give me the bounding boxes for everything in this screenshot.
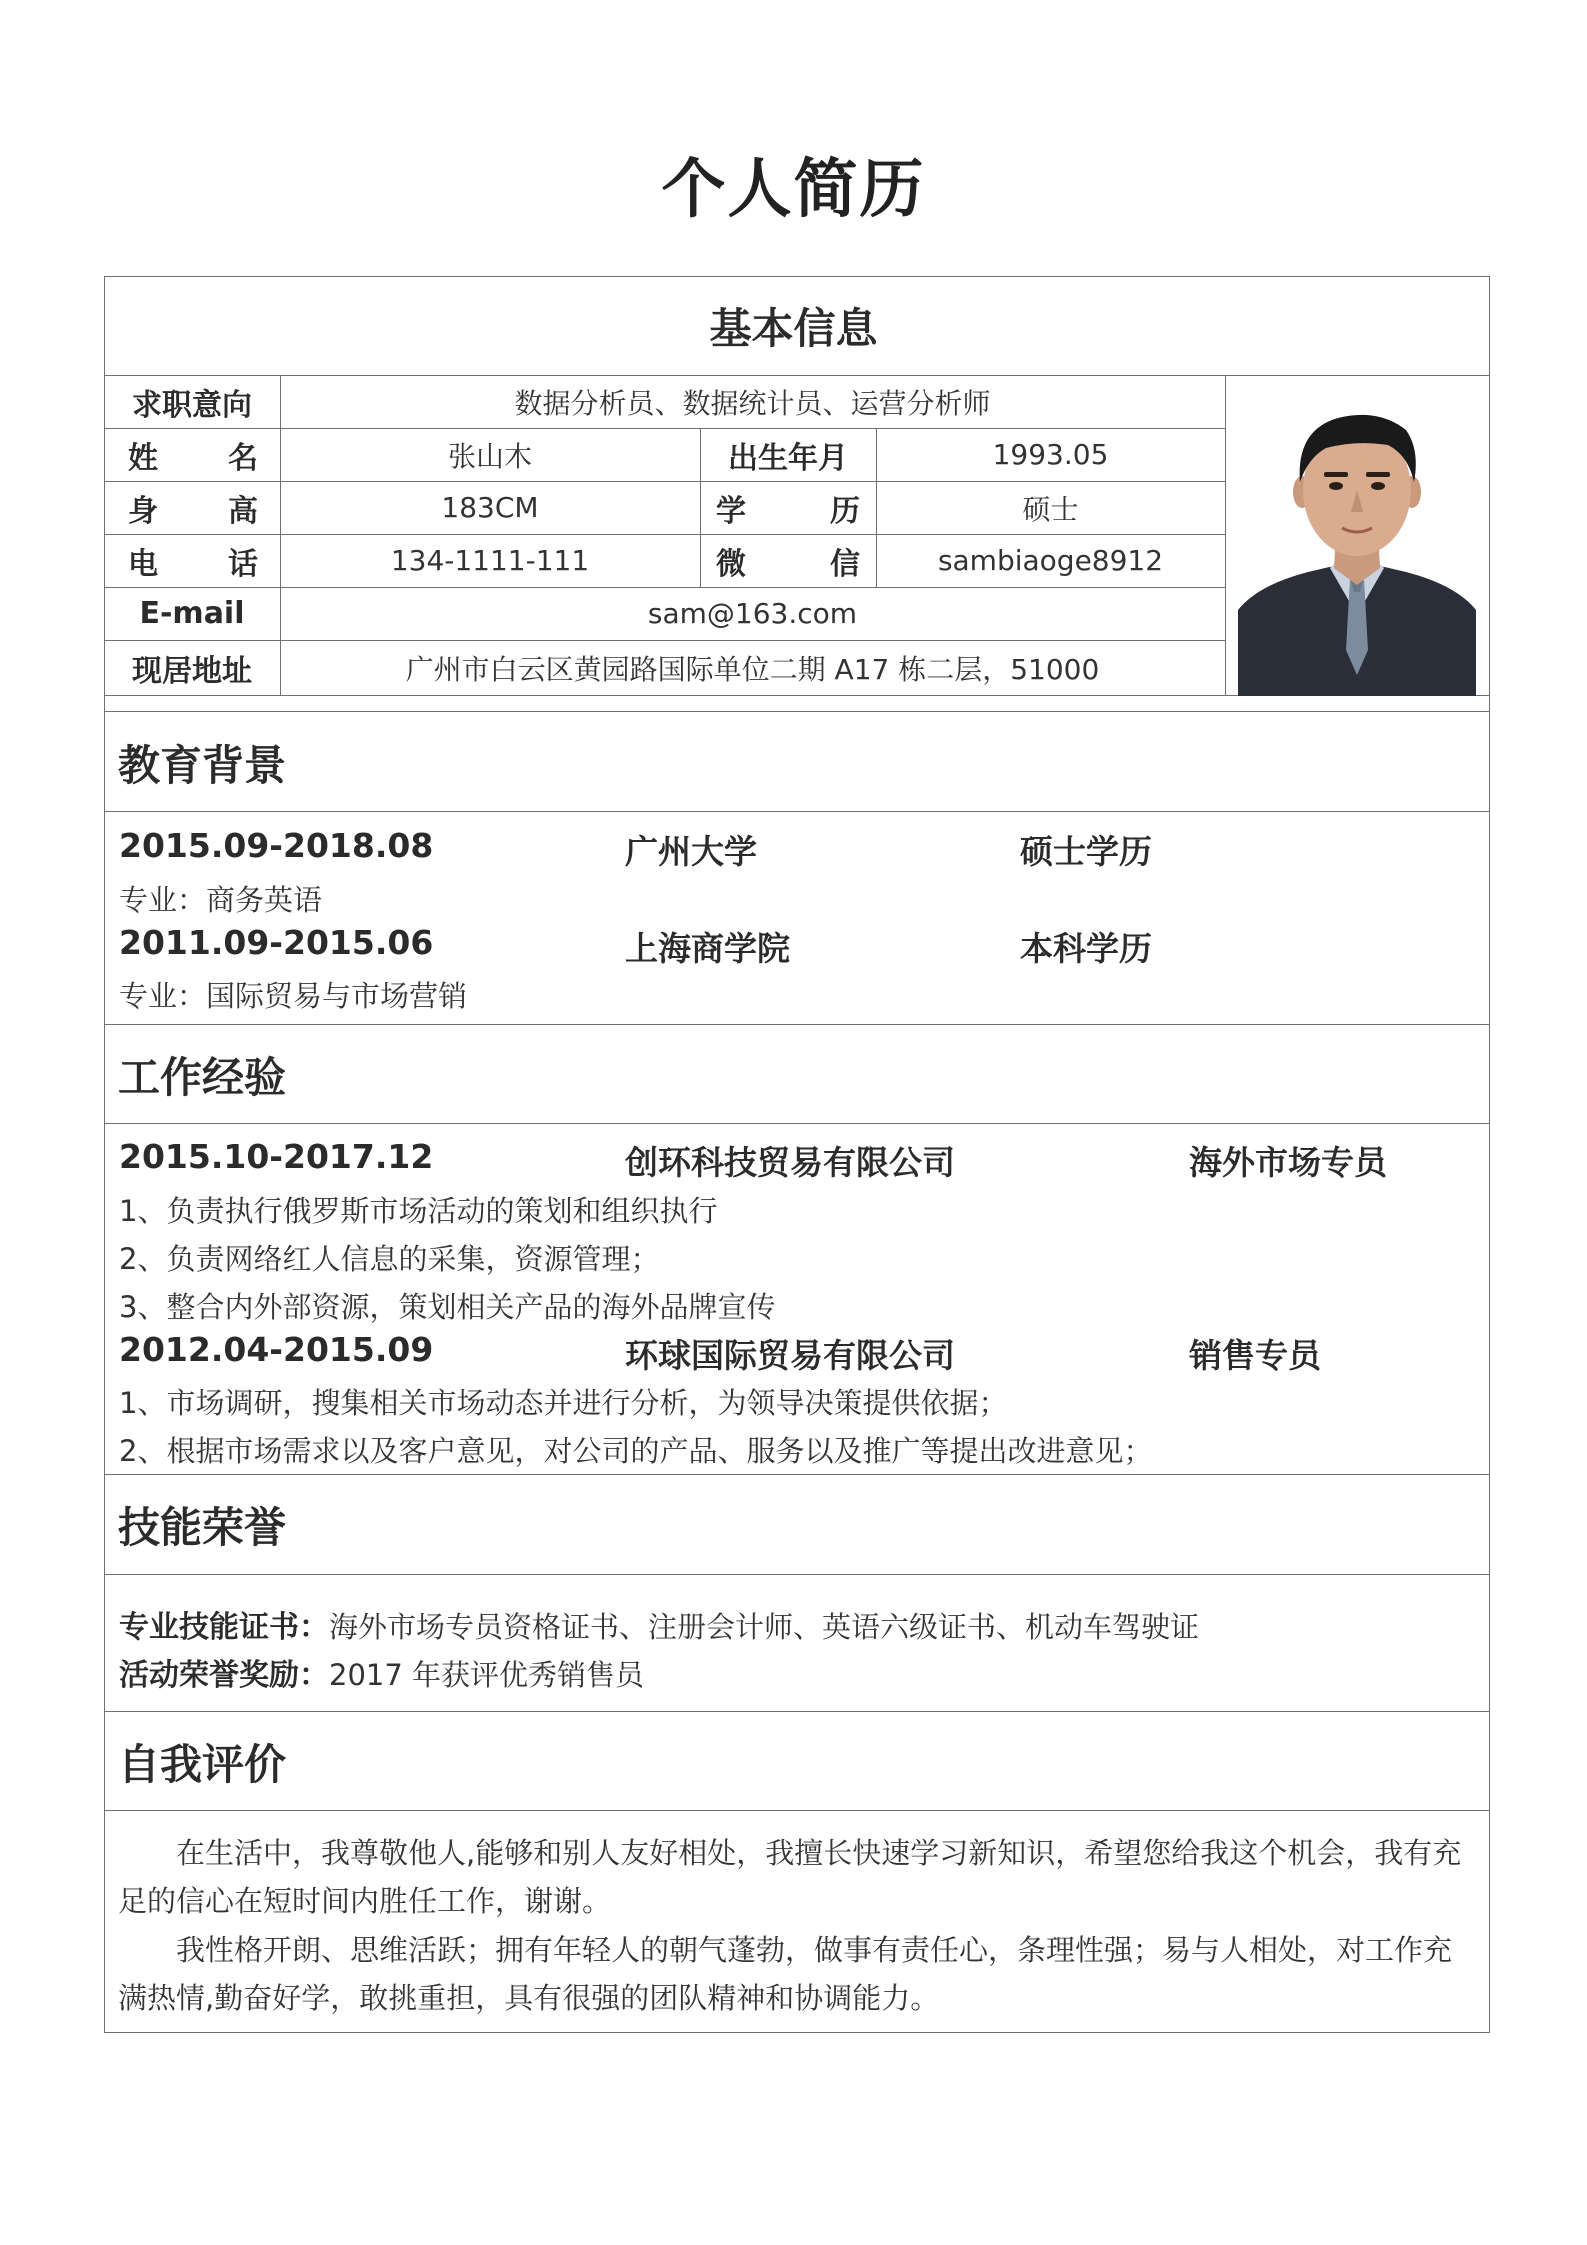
value-height: 183CM [441,491,539,524]
label-char: 信 [830,546,860,582]
divider [104,811,1490,812]
divider [104,711,1490,712]
label-char: 身 [128,493,158,529]
self-eval-paragraph: 我性格开朗、思维活跃；拥有年轻人的朝气蓬勃，做事有责任心，条理性强；易与人相处，对工作充满热情,勤奋好学，敢挑重担，具有很强的团队精神和协调能力。 [118,1933,1453,2015]
edu-period: 2015.09-2018.08 [119,826,434,865]
basic-info-heading: 基本信息 [709,304,878,353]
page-title: 个人简历 [661,153,926,227]
work-duty: 1、负责执行俄罗斯市场活动的策划和组织执行 [119,1194,718,1228]
work-period: 2015.10-2017.12 [119,1137,434,1176]
value-phone: 134-1111-111 [390,544,590,577]
edu-major: 专业：国际贸易与市场营销 [119,979,468,1013]
work-duty: 1、市场调研，搜集相关市场动态并进行分析，为领导决策提供依据； [119,1386,1008,1420]
skill-text: 海外市场专员资格证书、注册会计师、英语六级证书、机动车驾驶证 [329,1610,1200,1644]
value-education: 硕士 [1022,492,1079,526]
work-duty: 2、负责网络红人信息的采集，资源管理； [119,1242,660,1276]
portrait-icon [1238,400,1476,696]
divider [104,1711,1490,1712]
skills-heading: 技能荣誉 [118,1503,287,1552]
label-birth: 出生年月 [728,440,848,476]
work-duty: 2、根据市场需求以及客户意见，对公司的产品、服务以及推广等提出改进意见； [119,1434,1153,1468]
label-char: 微 [716,546,746,582]
label-char: 电 [128,546,158,582]
label-phone [104,534,280,587]
skill-row [119,1602,1199,1646]
skill-label: 专业技能证书： [119,1610,329,1645]
divider [104,1474,1490,1475]
value-email: sam@163.com [647,597,858,630]
divider [104,1574,1490,1575]
label-name [104,428,280,481]
edu-period: 2011.09-2015.06 [119,923,434,962]
edu-major: 专业：商务英语 [119,883,323,917]
label-char: 名 [228,440,258,476]
work-company: 创环科技贸易有限公司 [625,1143,955,1182]
self-eval-paragraph: 在生活中，我尊敬他人,能够和别人友好相处，我擅长快速学习新知识，希望您给我这个机会，我有充足的信心在短时间内胜任工作，谢谢。 [118,1836,1462,1918]
self-eval-heading: 自我评价 [118,1740,287,1789]
label-char: 姓 [128,440,158,476]
work-company: 环球国际贸易有限公司 [625,1336,955,1375]
portrait-photo [1238,400,1476,696]
edu-degree: 本科学历 [1020,929,1152,968]
skill-text: 2017 年获评优秀销售员 [329,1658,645,1692]
label-wechat [700,534,876,587]
label-char: 话 [228,546,258,582]
work-heading: 工作经验 [118,1053,287,1102]
value-wechat: sambiaoge8912 [937,544,1164,577]
value-name: 张山木 [447,439,532,473]
divider [1225,375,1226,695]
label-job-intent: 求职意向 [132,387,252,423]
work-role: 销售专员 [1189,1336,1321,1375]
edu-school: 上海商学院 [625,929,790,968]
education-heading: 教育背景 [118,741,287,790]
value-birth: 1993.05 [992,438,1109,471]
value-address: 广州市白云区黄园路国际单位二期 A17 栋二层，51000 [405,652,1100,686]
divider [1489,695,1490,711]
work-role: 海外市场专员 [1189,1143,1387,1182]
divider [104,1024,1490,1025]
skill-row [119,1650,644,1694]
work-duty: 3、整合内外部资源，策划相关产品的海外品牌宣传 [119,1290,776,1324]
divider [104,1810,1490,1811]
value-job-intent: 数据分析员、数据统计员、运营分析师 [514,386,991,420]
divider [104,1123,1490,1124]
edu-school: 广州大学 [625,832,757,871]
label-education [700,481,876,534]
label-email: E-mail [139,596,245,631]
label-address: 现居地址 [132,653,252,689]
work-period: 2012.04-2015.09 [119,1330,434,1369]
skill-label: 活动荣誉奖励： [119,1658,329,1693]
label-char: 高 [228,493,258,529]
label-char: 历 [830,493,860,529]
label-char: 学 [716,493,746,529]
label-height [104,481,280,534]
edu-degree: 硕士学历 [1020,832,1152,871]
